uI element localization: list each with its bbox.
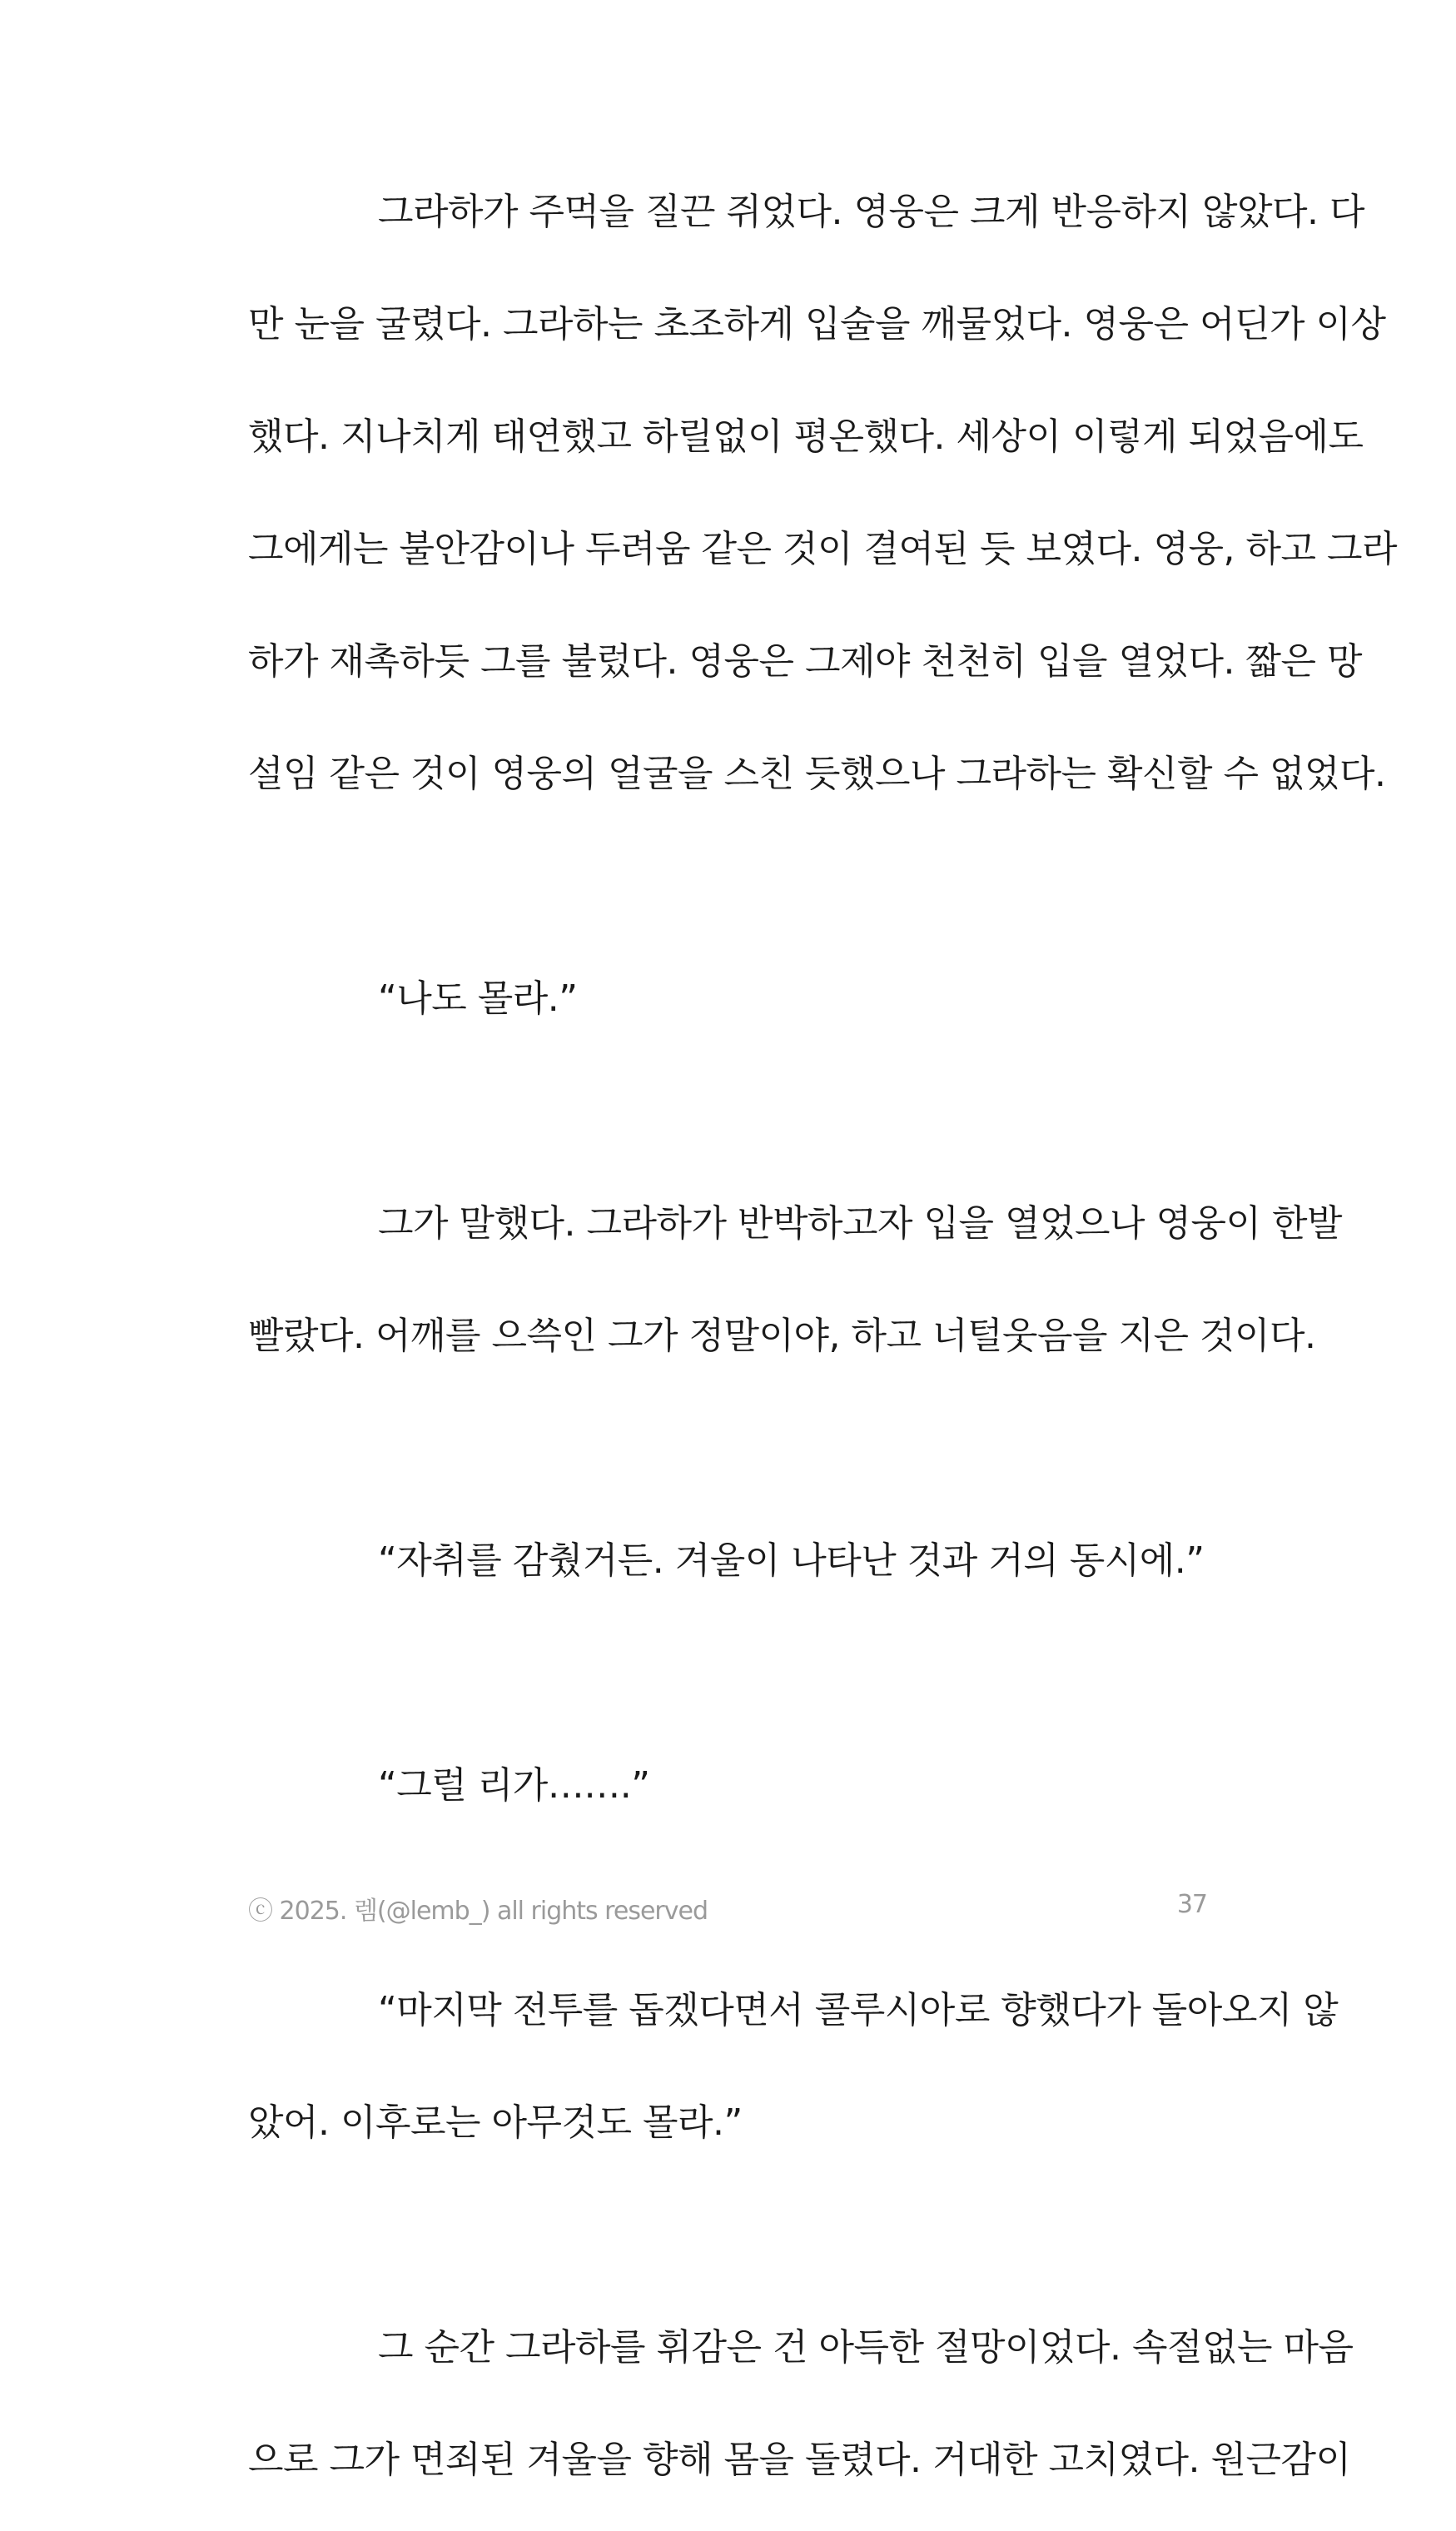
paragraph-1 bbox=[248, 171, 1397, 845]
paragraph-gap bbox=[248, 845, 1207, 957]
paragraph-gap bbox=[248, 2194, 1207, 2306]
text-line: 하가 재촉하듯 그를 불렀다. 영웅은 그제야 천천히 입을 열었다. 짧은 망 bbox=[248, 640, 1362, 683]
page-number: 37 bbox=[1176, 1890, 1207, 1919]
paragraph-gap bbox=[248, 1407, 1207, 1519]
text-line: 그라하가 주먹을 질끈 쥐었다. 영웅은 크게 반응하지 않았다. 다 bbox=[378, 191, 1364, 233]
dialogue-line: “나도 몰라.” bbox=[378, 977, 578, 1020]
text-line: 그가 말했다. 그라하가 반박하고자 입을 열었으나 영웅이 한발 bbox=[378, 1202, 1342, 1245]
paragraph-gap bbox=[248, 1632, 1207, 1744]
paragraph-6 bbox=[248, 1969, 1339, 2194]
copyright-notice: ⓒ 2025. 렘(@lemb_) all rights reserved bbox=[248, 1897, 708, 1926]
paragraph-5 bbox=[248, 1744, 1207, 1857]
text-line: 으로 그가 면죄된 겨울을 향해 몸을 돌렸다. 거대한 고치였다. 원근감이 bbox=[248, 2439, 1351, 2481]
text-line: 그 순간 그라하를 휘감은 건 아득한 절망이었다. 속절없는 마음 bbox=[378, 2326, 1354, 2369]
text-line: 했다. 지나치게 태연했고 하릴없이 평온했다. 세상이 이렇게 되었음에도 bbox=[248, 415, 1364, 458]
text-line: 그에게는 불안감이나 두려움 같은 것이 결여된 듯 보였다. 영웅, 하고 그라 bbox=[248, 528, 1397, 570]
dialogue-line: “그럴 리가…….” bbox=[378, 1764, 650, 1807]
paragraph-4 bbox=[248, 1519, 1207, 1632]
body-text bbox=[248, 171, 1397, 2531]
text-line: 만 눈을 굴렸다. 그라하는 초조하게 입술을 깨물었다. 영웅은 어딘가 이상 bbox=[248, 303, 1386, 346]
text-line: 빨랐다. 어깨를 으쓱인 그가 정말이야, 하고 너털웃음을 지은 것이다. bbox=[248, 1315, 1316, 1357]
dialogue-line: “자취를 감췄거든. 겨울이 나타난 것과 거의 동시에.” bbox=[378, 1539, 1205, 1582]
paragraph-7 bbox=[248, 2306, 1354, 2531]
dialogue-line: “마지막 전투를 돕겠다면서 콜루시아로 향했다가 돌아오지 않 bbox=[378, 1989, 1339, 2031]
text-line: 설임 같은 것이 영웅의 얼굴을 스친 듯했으나 그라하는 확신할 수 없었다. bbox=[248, 753, 1386, 795]
dialogue-line: 았어. 이후로는 아무것도 몰라.” bbox=[248, 2101, 743, 2144]
paragraph-3 bbox=[248, 1182, 1342, 1407]
paragraph-2 bbox=[248, 957, 1207, 1070]
page-footer bbox=[248, 1890, 1207, 1932]
paragraph-gap bbox=[248, 1070, 1207, 1182]
